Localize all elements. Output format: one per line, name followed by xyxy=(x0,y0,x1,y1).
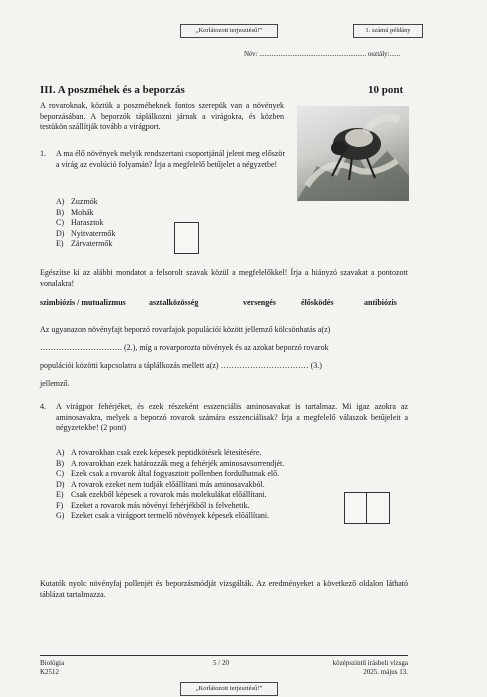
fill-sentence-line-3[interactable]: populációi közötti kapcsolatra a táplálkozás mellett a(z) …………………………… (3.) xyxy=(40,361,322,370)
q4-answer-box-2[interactable] xyxy=(366,492,390,524)
q4-option: D) A rovarok ezeket nem tudják előállítani más aminosavakból. xyxy=(56,479,265,489)
section-intro: A rovaroknak, köztük a poszméheknek fontos szerepük van a növények beporzásában. A beporzók táplálkozni járnak a virágokra, és közben testükön szállítják tovább a virágport. xyxy=(40,101,284,131)
footer-code: K2512 xyxy=(40,668,60,676)
q2-instruction: Egészítse ki az alábbi mondatot a felsorolt szavak közül a megfelelőkkel! Írja a hiányzó szavakat a pontozott vonalakra! xyxy=(40,268,408,288)
word-bank-item: szimbiózis / mutualizmus xyxy=(40,298,126,307)
footer-restricted-label: „Korlátozott terjesztésű!” xyxy=(180,682,278,696)
section-title: III. A poszméhek és a beporzás xyxy=(40,84,185,96)
footer-subject: Biológia xyxy=(40,659,65,667)
word-bank-item: asztalközösség xyxy=(149,298,199,307)
restricted-distribution-label: „Korlátozott terjesztésű!” xyxy=(180,24,278,38)
bumblebee-illustration xyxy=(297,106,409,201)
q4-option: G) Ezeket csak a virágport termelő növények képesek előállítani. xyxy=(56,511,270,520)
copy-number-label: 1. számú példány xyxy=(353,24,423,38)
q1-option: E) Zárvatermők xyxy=(56,239,113,248)
footer-exam-date: 2025. május 13. xyxy=(363,668,408,676)
q4-option: B) A rovarokban ezek határozzák meg a fehérjék aminosavsorrendjét. xyxy=(56,458,285,468)
footer-exam-level: középszintű írásbeli vizsga xyxy=(332,659,408,667)
fill-sentence-line-2[interactable]: …………………………. (2.), míg a rovarporozta növények és az azokat beporzó rovarok xyxy=(40,343,329,352)
q4-answer-box-1[interactable] xyxy=(344,492,368,524)
q4-options xyxy=(56,448,284,522)
q4-option: F) Ezeket a rovarok más növényi fehérjékből is felvehetik. xyxy=(56,500,250,510)
closing-paragraph: Kutatók nyolc növényfaj pollenjét és beporzásmódját vizsgálták. Az eredményeket a következő oldalon látható táblázat tartalmazza. xyxy=(40,579,408,599)
q4-option: A) A rovarokban csak ezek képesek peptidkötések létesítésére. xyxy=(56,448,262,457)
bumblebee-photo xyxy=(297,106,409,201)
word-bank-item: versengés xyxy=(243,298,276,307)
q1-answer-box[interactable] xyxy=(174,222,199,254)
q1-options xyxy=(56,197,115,250)
q4-text: A virágpor fehérjéket, és ezek részeként esszenciális aminosavakat is tartalmaz. Mi igaz azokra az aminosavakra, melyek a beporzó rovarok számára esszenciálisak? Írja a megfelelő válaszok betűjeleit a négyzetekbe! (2 pont) xyxy=(56,402,408,432)
name-class-line[interactable]: Név: ............................................................. osztály:...... xyxy=(244,50,401,58)
q4-option: E) Csak ezekből képesek a rovarok más molekulákat előállítani. xyxy=(56,490,267,499)
q4-option: C) Ezek csak a rovarok által fogyasztott pollenben fordulhatnak elő. xyxy=(56,469,280,478)
q4-number: 4. xyxy=(40,402,46,411)
q1-number: 1. xyxy=(40,149,46,158)
q1-option: C) Harasztok xyxy=(56,218,104,227)
section-points: 10 pont xyxy=(368,84,404,96)
q1-text: A ma élő növények melyik rendszertani csoportjánál jelent meg először a virág az evolúció folyamán? Írja a megfelelő betűjelet a négyzetbe! xyxy=(56,149,286,169)
footer-page-number: 5 / 20 xyxy=(213,659,229,667)
word-bank-item: antibiózis xyxy=(364,298,397,307)
word-bank xyxy=(40,298,408,310)
fill-sentence-line-1: Az ugyanazon növényfajt beporzó rovarfajok populációi között jellemző kölcsönhatás a(z) xyxy=(40,325,331,334)
q1-option: D) Nyitvatermők xyxy=(56,228,116,238)
fill-sentence-line-4: jellemző. xyxy=(40,379,70,388)
q1-option: A) Zuzmók xyxy=(56,197,98,206)
q1-option: B) Mohák xyxy=(56,207,94,217)
footer-divider xyxy=(40,655,408,656)
word-bank-item: élősködés xyxy=(301,298,334,307)
